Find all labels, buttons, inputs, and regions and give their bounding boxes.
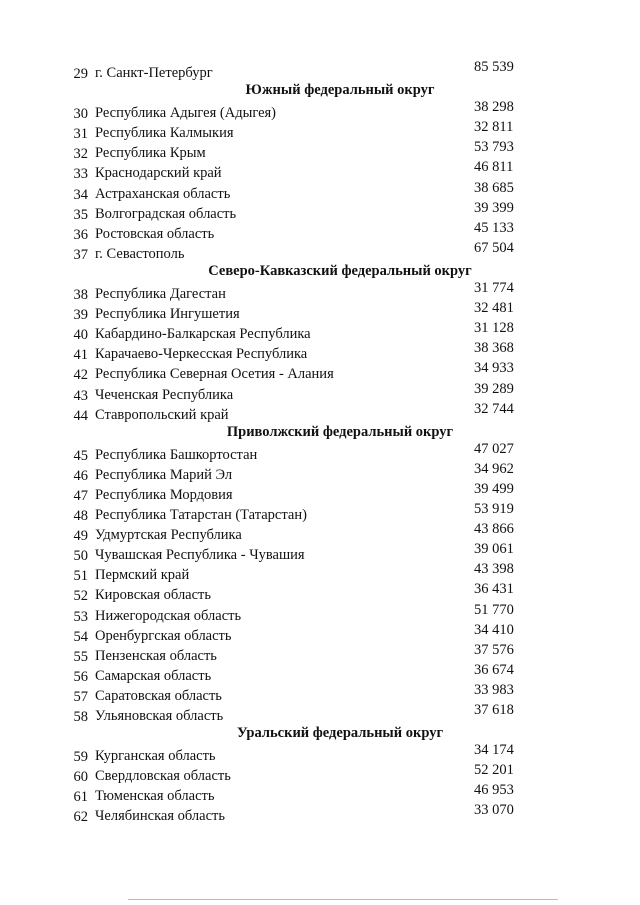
region-value: 34 933 xyxy=(474,360,514,377)
region-name: Республика Северная Осетия - Алания xyxy=(95,366,334,383)
region-row xyxy=(0,99,640,123)
region-row xyxy=(0,300,640,324)
region-value: 31 774 xyxy=(474,280,514,297)
region-name: Ульяновская область xyxy=(95,708,224,724)
region-value: 36 674 xyxy=(474,661,514,678)
row-number: 40 xyxy=(73,327,88,344)
region-value: 43 866 xyxy=(474,521,514,538)
district-heading-label: Северо-Кавказский федеральный округ xyxy=(208,262,472,279)
region-value: 32 744 xyxy=(474,400,514,417)
region-name: Тюменская область xyxy=(95,788,215,805)
region-value: 37 618 xyxy=(474,702,514,718)
region-salary-list xyxy=(0,59,640,826)
region-value: 45 133 xyxy=(474,219,514,236)
row-number: 58 xyxy=(73,709,88,725)
region-value: 32 811 xyxy=(474,119,514,136)
page-bottom-rule xyxy=(128,899,558,900)
region-value: 36 431 xyxy=(474,581,514,598)
region-name: Республика Марий Эл xyxy=(95,466,233,483)
region-row xyxy=(0,621,640,645)
row-number: 48 xyxy=(73,508,88,525)
region-row xyxy=(0,521,640,545)
region-row xyxy=(0,139,640,163)
region-value: 85 539 xyxy=(474,59,514,75)
row-number: 29 xyxy=(73,66,88,82)
region-row xyxy=(0,440,640,464)
row-number: 46 xyxy=(73,467,88,484)
region-name: Челябинская область xyxy=(95,808,225,825)
row-number: 61 xyxy=(73,789,88,806)
region-row xyxy=(0,541,640,565)
region-name: Кабардино-Балкарская Республика xyxy=(95,326,311,343)
region-value: 53 919 xyxy=(474,501,514,518)
region-value: 34 962 xyxy=(474,460,514,477)
region-name: Кировская область xyxy=(95,587,212,604)
region-value: 43 398 xyxy=(474,561,514,578)
region-name: Самарская область xyxy=(95,667,212,684)
row-number: 31 xyxy=(73,126,88,143)
region-row xyxy=(0,581,640,605)
region-name: Республика Дагестан xyxy=(95,286,226,303)
region-name: Волгоградская область xyxy=(95,205,237,222)
region-row xyxy=(0,380,640,404)
row-number: 42 xyxy=(73,367,88,384)
row-number: 43 xyxy=(73,387,88,404)
district-heading xyxy=(0,79,640,99)
region-row xyxy=(0,219,640,243)
region-row xyxy=(0,661,640,685)
region-row xyxy=(0,480,640,504)
row-number: 35 xyxy=(73,206,88,223)
region-name: г. Санкт-Петербург xyxy=(95,65,213,81)
region-value: 39 499 xyxy=(474,480,514,497)
region-row xyxy=(0,681,640,705)
region-value: 46 953 xyxy=(474,782,514,799)
region-value: 38 368 xyxy=(474,340,514,357)
row-number: 45 xyxy=(73,447,88,464)
region-value: 67 504 xyxy=(474,239,514,256)
region-name: Республика Калмыкия xyxy=(95,125,234,142)
region-value: 33 070 xyxy=(474,802,514,819)
region-value: 38 685 xyxy=(474,179,514,196)
district-heading-label: Уральский федеральный округ xyxy=(236,725,444,742)
district-heading-label: Приволжский федеральный округ xyxy=(226,423,454,440)
region-name: Республика Башкортостан xyxy=(95,446,258,463)
region-value: 32 481 xyxy=(474,300,514,317)
region-row xyxy=(0,742,640,766)
region-row xyxy=(0,400,640,424)
row-number: 54 xyxy=(73,628,88,645)
region-row xyxy=(0,340,640,364)
row-number: 55 xyxy=(73,648,88,665)
region-row xyxy=(0,561,640,585)
region-name: Республика Мордовия xyxy=(95,486,233,503)
region-row xyxy=(0,179,640,203)
region-name: Свердловская область xyxy=(95,768,231,785)
region-value: 38 298 xyxy=(474,99,514,116)
region-value: 39 289 xyxy=(474,380,514,397)
row-number: 51 xyxy=(73,568,88,585)
row-number: 39 xyxy=(73,307,88,324)
region-value: 34 174 xyxy=(474,742,514,759)
region-name: Нижегородская область xyxy=(95,607,242,624)
region-value: 39 061 xyxy=(474,541,514,558)
district-heading xyxy=(0,722,640,742)
region-name: Ростовская область xyxy=(95,225,215,242)
region-row xyxy=(0,802,640,826)
region-name: Оренбургская область xyxy=(95,627,232,644)
region-name: Удмуртская Республика xyxy=(95,527,242,544)
row-number: 41 xyxy=(73,347,88,364)
region-row xyxy=(0,460,640,484)
region-name: Пензенская область xyxy=(95,647,217,664)
region-name: Ставропольский край xyxy=(95,406,229,423)
region-row xyxy=(0,702,640,725)
row-number: 30 xyxy=(73,106,88,123)
region-row xyxy=(0,501,640,525)
row-number: 36 xyxy=(73,226,88,243)
region-name: Курганская область xyxy=(95,748,216,765)
region-name: Астраханская область xyxy=(95,185,231,202)
row-number: 50 xyxy=(73,548,88,565)
district-heading-label: Южный федеральный округ xyxy=(245,82,435,99)
region-value: 31 128 xyxy=(474,320,514,337)
region-name: Пермский край xyxy=(95,567,190,584)
region-value: 51 770 xyxy=(474,601,514,618)
region-row xyxy=(0,159,640,183)
row-number: 53 xyxy=(73,608,88,625)
region-value: 47 027 xyxy=(474,440,514,457)
row-number: 44 xyxy=(73,407,88,424)
region-value: 46 811 xyxy=(474,159,514,176)
region-name: Саратовская область xyxy=(95,687,222,704)
region-row xyxy=(0,360,640,384)
row-number: 47 xyxy=(73,487,88,504)
region-row xyxy=(0,59,640,82)
region-value: 53 793 xyxy=(474,139,514,156)
region-name: г. Севастополь xyxy=(95,245,185,262)
region-row xyxy=(0,320,640,344)
region-row xyxy=(0,782,640,806)
row-number: 49 xyxy=(73,528,88,545)
region-row xyxy=(0,762,640,786)
row-number: 52 xyxy=(73,588,88,605)
row-number: 33 xyxy=(73,166,88,183)
row-number: 34 xyxy=(73,186,88,203)
district-heading xyxy=(0,421,640,441)
region-value: 34 410 xyxy=(474,621,514,638)
region-name: Республика Татарстан (Татарстан) xyxy=(95,507,307,524)
region-name: Краснодарский край xyxy=(95,165,222,182)
row-number: 62 xyxy=(73,809,88,826)
row-number: 59 xyxy=(73,749,88,766)
region-name: Чеченская Республика xyxy=(95,386,234,403)
region-row xyxy=(0,280,640,304)
region-value: 37 576 xyxy=(474,641,514,658)
row-number: 38 xyxy=(73,287,88,304)
region-value: 39 399 xyxy=(474,199,514,216)
row-number: 56 xyxy=(73,668,88,685)
row-number: 32 xyxy=(73,146,88,163)
region-row xyxy=(0,199,640,223)
region-name: Республика Крым xyxy=(95,145,206,162)
region-value: 52 201 xyxy=(474,762,514,779)
region-row xyxy=(0,601,640,625)
region-value: 33 983 xyxy=(474,681,514,698)
region-name: Республика Адыгея (Адыгея) xyxy=(95,105,277,122)
row-number: 60 xyxy=(73,769,88,786)
region-name: Карачаево-Черкесская Республика xyxy=(95,346,308,363)
region-name: Чувашская Республика - Чувашия xyxy=(95,547,305,564)
region-name: Республика Ингушетия xyxy=(95,306,240,323)
row-number: 37 xyxy=(73,246,88,263)
region-row xyxy=(0,641,640,665)
region-row xyxy=(0,239,640,263)
district-heading xyxy=(0,260,640,280)
region-row xyxy=(0,119,640,143)
row-number: 57 xyxy=(73,688,88,705)
